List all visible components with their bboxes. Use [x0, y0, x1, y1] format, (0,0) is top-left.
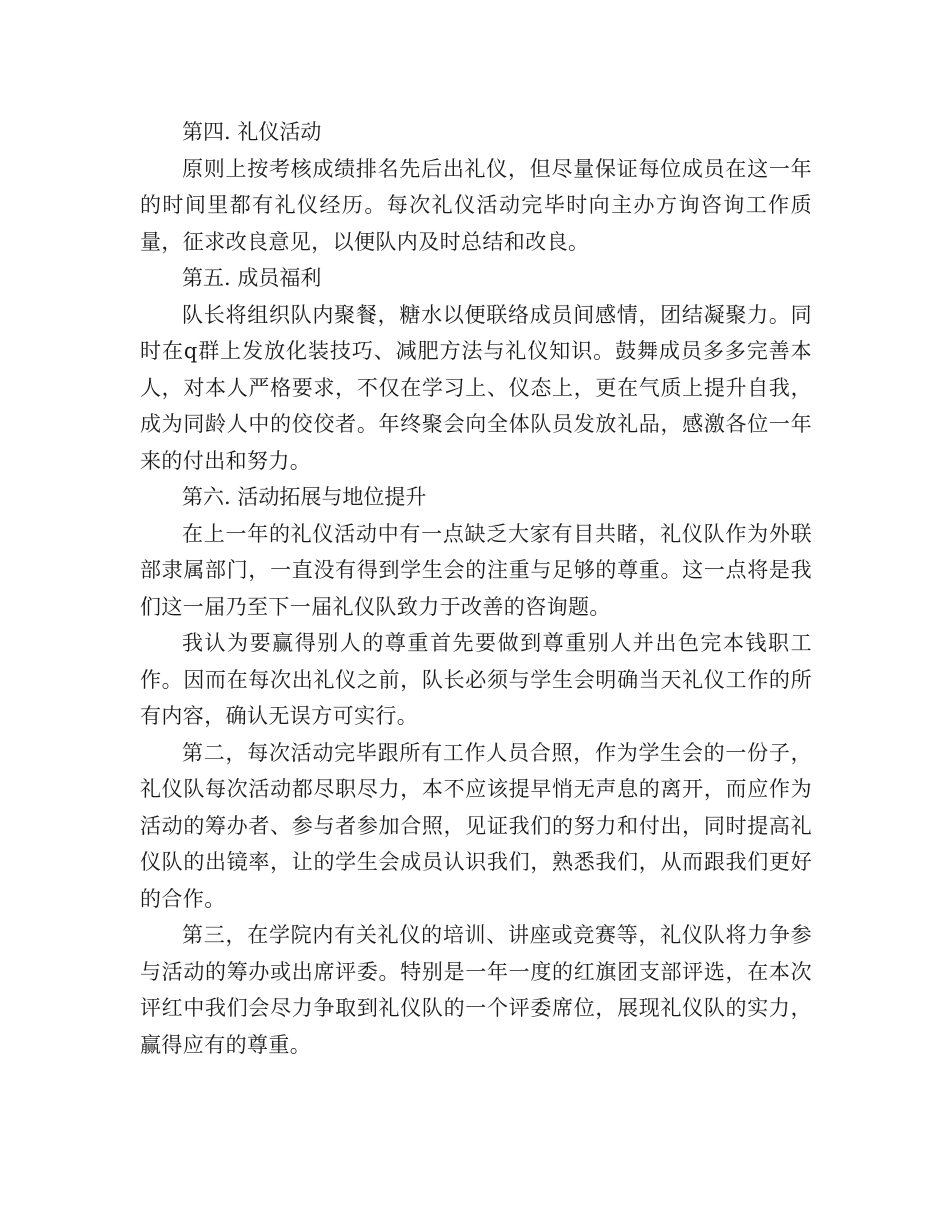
- paragraph-training-judging: 第三，在学院内有关礼仪的培训、讲座或竞赛等，礼仪队将力争参与活动的筹办或出席评委。特别是一年一度的红旗团支部评选，在本次评红中我们会尽力争取到礼仪队的一个评委席位，展现礼仪队的实力，赢得应有的尊重。: [140, 923, 812, 1057]
- paragraph-status-issue: 在上一年的礼仪活动中有一点缺乏大家有目共睹，礼仪队作为外联部隶属部门，一直没有得到学生会的注重与足够的尊重。这一点将是我们这一届乃至下一届礼仪队致力于改善的咨询题。: [140, 521, 812, 619]
- paragraph-group-photo: 第二，每次活动完毕跟所有工作人员合照，作为学生会的一份子，礼仪队每次活动都尽职尽力，本不应该提早悄无声息的离开，而应作为活动的筹办者、参与者参加合照，见证我们的努力和付出，同时提高礼仪队的出镜率，让的学生会成员认识我们，熟悉我们，从而跟我们更好的合作。: [140, 740, 812, 911]
- paragraph-member-benefits: 队长将组织队内聚餐，糖水以便联络成员间感情，团结凝聚力。同时在q群上发放化装技巧、减肥方法与礼仪知识。鼓舞成员多多完善本人，对本人严格要求，不仅在学习上、仪态上，更在气质上提升自我，成为同龄人中的佼佼者。年终聚会向全体队员发放礼品，感激各位一年来的付出和努力。: [140, 302, 812, 473]
- paragraph-etiquette-activities: 原则上按考核成绩排名先后出礼仪，但尽量保证每位成员在这一年的时间里都有礼仪经历。每次礼仪活动完毕时向主办方询咨询工作质量，征求改良意见，以便队内及时总结和改良。: [140, 156, 812, 254]
- paragraph-earn-respect: 我认为要赢得别人的尊重首先要做到尊重别人并出色完本钱职工作。因而在每次出礼仪之前，队长必须与学生会明确当天礼仪工作的所有内容，确认无误方可实行。: [140, 631, 812, 728]
- section-heading-6: 第六. 活动拓展与地位提升: [182, 485, 427, 509]
- section-heading-4: 第四. 礼仪活动: [182, 120, 322, 144]
- section-heading-5: 第五. 成员福利: [182, 266, 322, 290]
- document-page: [140, 114, 812, 1063]
